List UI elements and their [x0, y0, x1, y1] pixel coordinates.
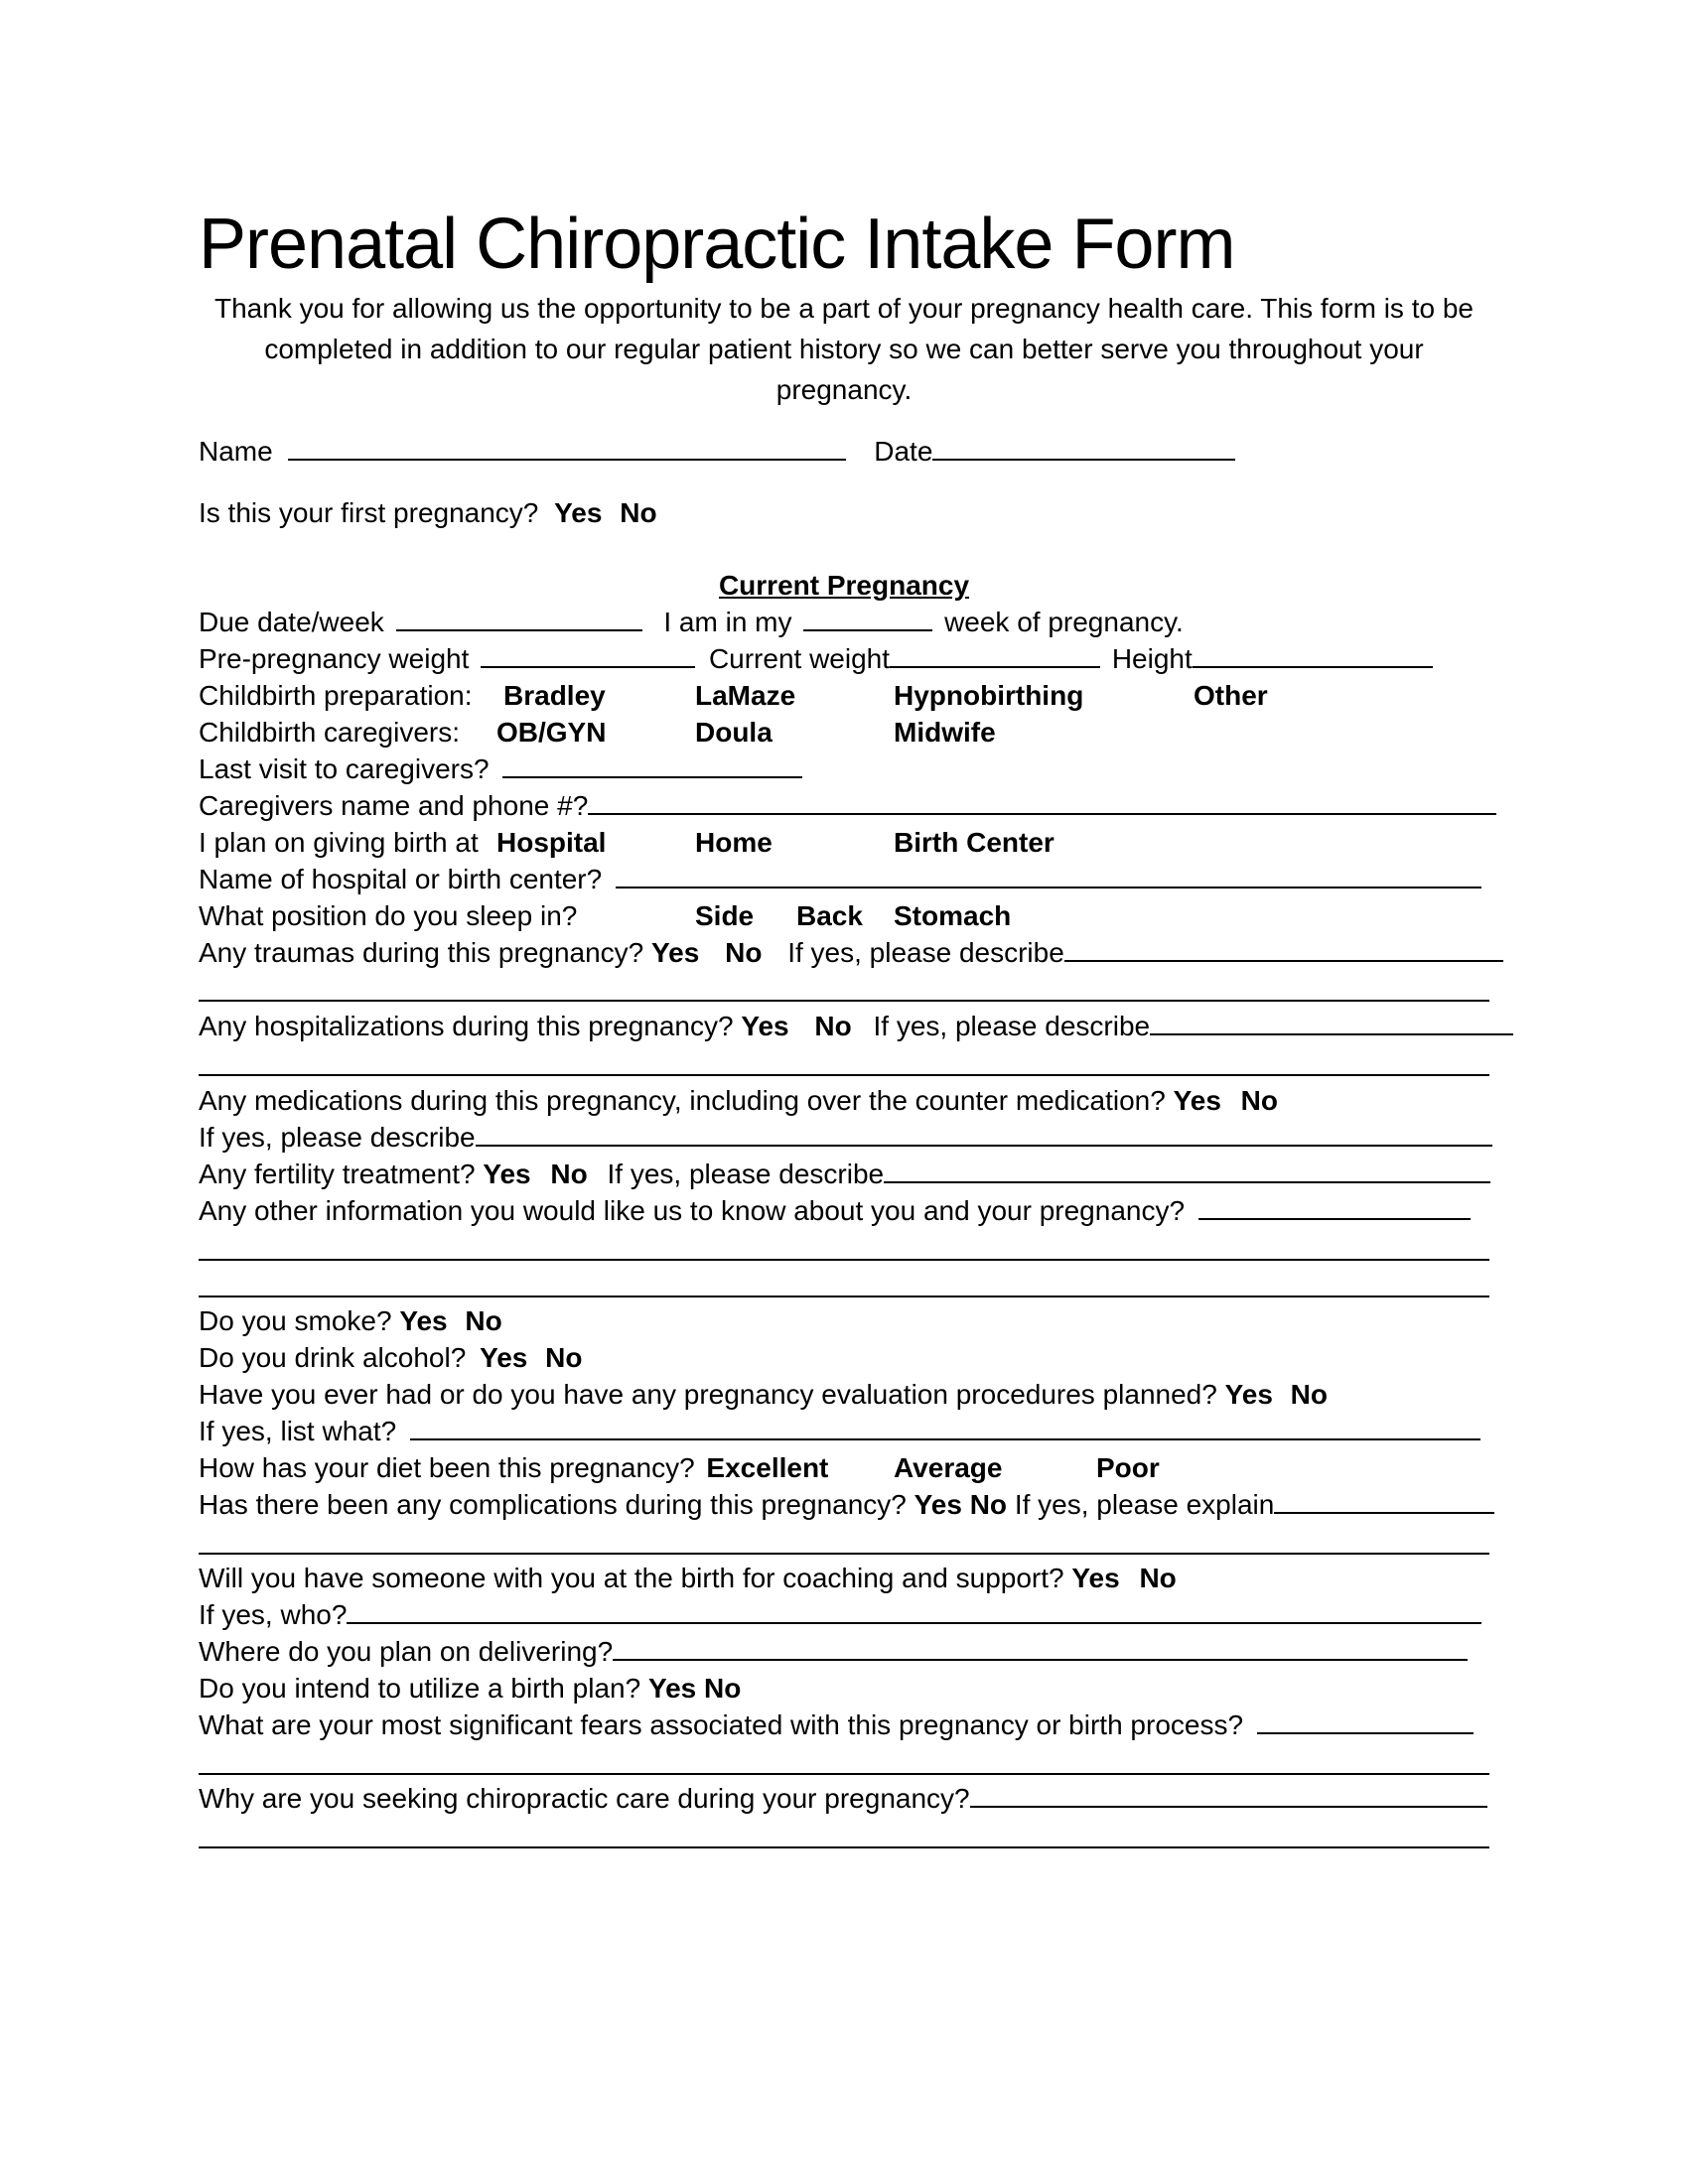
- hospitalizations-no[interactable]: No: [814, 1011, 852, 1041]
- caregivers-label: Childbirth caregivers:: [199, 717, 460, 748]
- current-weight-label: Current weight: [708, 643, 891, 674]
- sleep-option-stomach[interactable]: Stomach: [894, 900, 1012, 931]
- medications-no[interactable]: No: [1240, 1085, 1278, 1116]
- why-chiro-field[interactable]: [970, 1782, 1487, 1808]
- list-what-label: If yes, list what?: [199, 1416, 397, 1446]
- fertility-question: Any fertility treatment?: [199, 1159, 476, 1189]
- smoke-row: [199, 1304, 502, 1338]
- smoke-no[interactable]: No: [465, 1305, 502, 1336]
- diet-question: How has your diet been this pregnancy?: [199, 1452, 695, 1483]
- prep-option-hypnobirthing[interactable]: Hypnobirthing: [894, 680, 1084, 711]
- caregiver-option-midwife[interactable]: Midwife: [894, 717, 996, 748]
- fertility-describe-field[interactable]: [884, 1158, 1490, 1183]
- intro-paragraph: [199, 288, 1489, 410]
- date-field[interactable]: [932, 435, 1235, 461]
- medications-describe-label: If yes, please describe: [199, 1122, 476, 1153]
- first-pregnancy-question: Is this your first pregnancy?: [199, 497, 539, 528]
- traumas-row: [199, 936, 1503, 970]
- medications-row: [199, 1084, 1278, 1118]
- alcohol-question: Do you drink alcohol?: [199, 1342, 467, 1373]
- last-visit-row: [199, 752, 802, 786]
- intro-line-2: completed in addition to our regular patient history so we can better serve you throughout your: [264, 334, 1424, 364]
- birth-plan-row: [199, 1672, 741, 1706]
- caregivers-row: [199, 716, 1489, 750]
- alcohol-row: [199, 1341, 582, 1375]
- medications-describe-field[interactable]: [476, 1121, 1492, 1147]
- sleep-option-back[interactable]: Back: [796, 900, 863, 931]
- complications-explain-field[interactable]: [1274, 1488, 1494, 1514]
- smoke-yes[interactable]: Yes: [399, 1305, 448, 1336]
- hospital-name-label: Name of hospital or birth center?: [199, 864, 603, 894]
- coach-who-label: If yes, who?: [199, 1599, 348, 1630]
- fears-question: What are your most significant fears associated with this pregnancy or birth process?: [199, 1709, 1244, 1740]
- complications-row: [199, 1488, 1494, 1522]
- traumas-describe-label: If yes, please describe: [787, 937, 1064, 968]
- due-date-field[interactable]: [396, 606, 642, 631]
- hospitalizations-yes[interactable]: Yes: [741, 1011, 789, 1041]
- medications-question: Any medications during this pregnancy, including over the counter medication?: [199, 1085, 1166, 1116]
- hospital-name-row: [199, 863, 1481, 896]
- first-pregnancy-yes[interactable]: Yes: [554, 497, 603, 528]
- fertility-row: [199, 1158, 1490, 1191]
- date-label: Date: [874, 436, 933, 467]
- traumas-no[interactable]: No: [725, 937, 763, 968]
- other-info-extra-line-1[interactable]: [199, 1259, 1489, 1261]
- fears-extra-line[interactable]: [199, 1773, 1489, 1775]
- evaluation-no[interactable]: No: [1290, 1379, 1328, 1410]
- why-chiro-row: [199, 1782, 1487, 1816]
- fears-field[interactable]: [1257, 1708, 1474, 1734]
- sleep-position-row: [199, 899, 1489, 933]
- last-visit-label: Last visit to caregivers?: [199, 753, 490, 784]
- section-heading-current-pregnancy: Current Pregnancy: [718, 570, 970, 601]
- prep-option-other[interactable]: Other: [1194, 680, 1268, 711]
- current-weight-field[interactable]: [890, 642, 1100, 668]
- prep-option-bradley[interactable]: Bradley: [503, 680, 606, 711]
- diet-option-excellent[interactable]: Excellent: [706, 1452, 829, 1483]
- fertility-describe-label: If yes, please describe: [607, 1159, 885, 1189]
- delivering-question: Where do you plan on delivering?: [199, 1636, 614, 1667]
- birth-plan-yes-no[interactable]: Yes No: [647, 1673, 742, 1704]
- birth-option-hospital[interactable]: Hospital: [496, 827, 607, 858]
- sleep-option-side[interactable]: Side: [695, 900, 755, 931]
- birth-option-birth-center[interactable]: Birth Center: [894, 827, 1055, 858]
- sleep-position-label: What position do you sleep in?: [199, 900, 578, 931]
- delivering-row: [199, 1635, 1468, 1669]
- complications-yes-no[interactable]: Yes No: [914, 1489, 1008, 1520]
- due-date-label: Due date/week: [199, 607, 384, 637]
- coaching-yes[interactable]: Yes: [1071, 1563, 1120, 1593]
- hospitalizations-extra-line[interactable]: [199, 1074, 1489, 1076]
- caregiver-contact-row: [199, 789, 1496, 823]
- pre-weight-field[interactable]: [481, 642, 695, 668]
- coaching-no[interactable]: No: [1139, 1563, 1177, 1593]
- birth-option-home[interactable]: Home: [695, 827, 773, 858]
- complications-explain-label: If yes, please explain: [1014, 1489, 1275, 1520]
- hospital-name-field[interactable]: [616, 863, 1481, 888]
- birth-location-label: I plan on giving birth at: [199, 827, 479, 858]
- list-what-field[interactable]: [410, 1415, 1480, 1440]
- last-visit-field[interactable]: [502, 752, 802, 778]
- delivering-field[interactable]: [613, 1635, 1468, 1661]
- intro-line-3: pregnancy.: [775, 374, 913, 405]
- first-pregnancy-no[interactable]: No: [620, 497, 657, 528]
- hospitalizations-describe-label: If yes, please describe: [873, 1011, 1151, 1041]
- prep-option-lamaze[interactable]: LaMaze: [695, 680, 796, 711]
- other-info-field[interactable]: [1198, 1194, 1471, 1220]
- caregiver-contact-field[interactable]: [588, 789, 1496, 815]
- name-date-row: [199, 435, 1235, 469]
- week-field[interactable]: [803, 606, 932, 631]
- smoke-question: Do you smoke?: [199, 1305, 392, 1336]
- page-title: Prenatal Chiropractic Intake Form: [199, 205, 1235, 284]
- other-info-row: [199, 1194, 1471, 1228]
- diet-row: [199, 1451, 1489, 1485]
- evaluation-question: Have you ever had or do you have any pregnancy evaluation procedures planned?: [199, 1379, 1217, 1410]
- height-field[interactable]: [1193, 642, 1433, 668]
- fears-row: [199, 1708, 1474, 1742]
- week-of-pregnancy-label: week of pregnancy.: [944, 607, 1184, 637]
- complications-extra-line[interactable]: [199, 1553, 1489, 1555]
- traumas-yes[interactable]: Yes: [651, 937, 700, 968]
- childbirth-prep-row: [199, 679, 1489, 713]
- diet-option-average[interactable]: Average: [894, 1452, 1003, 1483]
- medications-yes[interactable]: Yes: [1173, 1085, 1221, 1116]
- caregiver-contact-label: Caregivers name and phone #?: [199, 790, 589, 821]
- name-label: Name: [199, 436, 273, 467]
- alcohol-no[interactable]: No: [545, 1342, 583, 1373]
- alcohol-yes[interactable]: Yes: [480, 1342, 528, 1373]
- childbirth-prep-label: Childbirth preparation:: [199, 680, 473, 711]
- birth-plan-question: Do you intend to utilize a birth plan?: [199, 1673, 641, 1704]
- coaching-question: Will you have someone with you at the birth for coaching and support?: [199, 1563, 1064, 1593]
- traumas-question: Any traumas during this pregnancy?: [199, 937, 644, 968]
- weight-row: [199, 642, 1433, 676]
- fertility-no[interactable]: No: [550, 1159, 588, 1189]
- i-am-in-my-label: I am in my: [663, 607, 792, 637]
- why-chiro-question: Why are you seeking chiropractic care during your pregnancy?: [199, 1783, 970, 1814]
- complications-question: Has there been any complications during this pregnancy?: [199, 1489, 907, 1520]
- coach-who-field[interactable]: [347, 1598, 1481, 1624]
- name-field[interactable]: [288, 435, 846, 461]
- diet-option-poor[interactable]: Poor: [1096, 1452, 1160, 1483]
- first-pregnancy-row: [199, 496, 657, 530]
- hospitalizations-row: [199, 1010, 1513, 1043]
- due-date-row: [199, 606, 1184, 639]
- evaluation-row: [199, 1378, 1328, 1412]
- traumas-describe-field[interactable]: [1064, 936, 1503, 962]
- hospitalizations-describe-field[interactable]: [1150, 1010, 1513, 1035]
- traumas-extra-line[interactable]: [199, 1000, 1489, 1002]
- other-info-extra-line-2[interactable]: [199, 1296, 1489, 1297]
- medications-describe-row: [199, 1121, 1492, 1155]
- height-label: Height: [1111, 643, 1193, 674]
- why-chiro-extra-line[interactable]: [199, 1846, 1489, 1848]
- caregiver-option-obgyn[interactable]: OB/GYN: [496, 717, 607, 748]
- hospitalizations-question: Any hospitalizations during this pregnancy?: [199, 1011, 734, 1041]
- evaluation-yes[interactable]: Yes: [1224, 1379, 1273, 1410]
- birth-location-row: [199, 826, 1489, 860]
- fertility-yes[interactable]: Yes: [483, 1159, 531, 1189]
- coaching-row: [199, 1562, 1177, 1595]
- coach-who-row: [199, 1598, 1481, 1632]
- list-what-row: [199, 1415, 1480, 1448]
- other-info-question: Any other information you would like us to know about you and your pregnancy?: [199, 1195, 1186, 1226]
- intro-line-1: Thank you for allowing us the opportunity to be a part of your pregnancy health care. This form is to be: [214, 293, 1474, 324]
- pre-weight-label: Pre-pregnancy weight: [199, 643, 470, 674]
- caregiver-option-doula[interactable]: Doula: [695, 717, 773, 748]
